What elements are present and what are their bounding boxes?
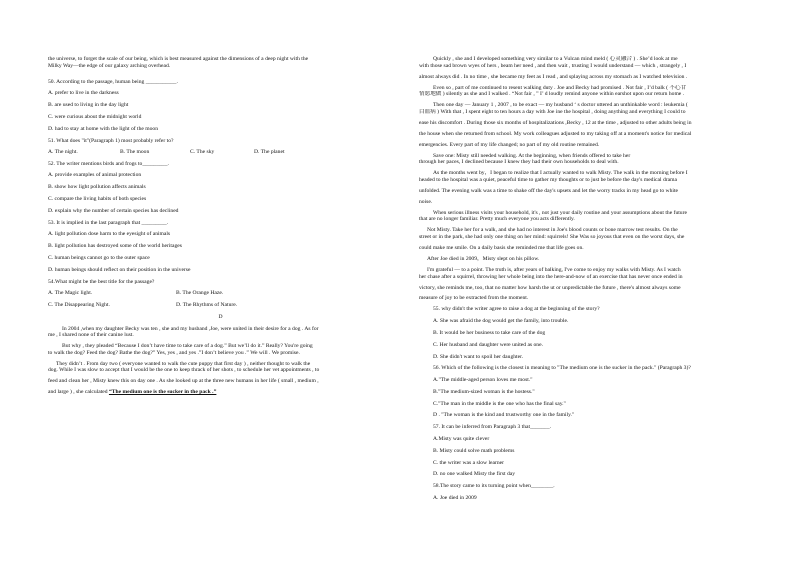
option: C. compare the living habits of both species: [48, 196, 147, 203]
option: D. She didn't want to spoil her daughter.: [433, 353, 524, 360]
passage-line: to walk the dog? Feed the dog? Bathe the dog?” Yes, yes , and yes .”I don’t believe you .” We will . We promise.: [48, 349, 300, 356]
option: B. The moon: [120, 149, 150, 156]
passage-line: After Joe died in 2009，Misty slept on his pillow.: [427, 255, 540, 262]
option: B. show how light pollution affects animals: [48, 184, 146, 191]
intro-line: Milky Way—the edge of our galaxy arching overhead.: [48, 62, 171, 69]
passage-line: dog. While I was slow to accept that I would be the one to keep thrack of her shots , to schedule her vet appointments , to: [48, 367, 320, 374]
passage-line: As the months went by，I began to realize that I actually wanted to walk Misty. The walk in the morning before I: [433, 170, 688, 177]
passage-line: Then one day — January 1 , 2007 , to be exact — my husband ‘ s doctor uttered an unthinkable word : leukemia (: [433, 102, 688, 109]
option: D. The planet: [254, 149, 285, 156]
left-column: [48, 56, 393, 396]
intro-line: the universe, to forget the scale of our being, which is best measured against the dimensions of a deep night with the: [48, 56, 309, 62]
option: B."The medium-sized woman is the hostess.": [433, 388, 535, 395]
passage-line: emergencies. Every part of my life changed; no part of my old routine remained.: [419, 141, 600, 148]
question-50: 50. According to the passage, human being ___________.: [48, 78, 178, 85]
question-56: 56. Which of the following is the closest in meaning to "The medium one is the sucker in the pack." (Paragraph 3)?: [433, 365, 691, 372]
question-51: 51. What does "it"(Paragraph 1) most probably refer to?: [48, 137, 174, 144]
option: C. were curious about the midnight world: [48, 113, 142, 120]
option: A.Misty was quite clever: [433, 435, 490, 442]
option: D. explain why the number of certain species has declined: [48, 208, 179, 215]
passage-line: Even so , part of me continued to resent walking duty . Joe and Becky had promised . Not fair , I’d balk ( 不心甘: [433, 84, 687, 91]
passage-line: headed to the hospital was a quiet, peaceful time to gather my thoughts or to just be before the day's medical drama: [419, 176, 677, 183]
section-label: D: [218, 314, 223, 321]
passage-text: and large ) , she calculated: [48, 389, 109, 396]
option: A. light pollution dose harm to the eyesight of animals: [48, 231, 171, 238]
option: D . "The woman is the kind and trustworthy one in the family.": [433, 412, 575, 419]
passage-line: that are no longer familiar. Pretty much everyone you acts differently.: [419, 216, 575, 223]
option: D. had to stay at home with the light of the moon: [48, 125, 158, 132]
passage-line: When serious illness visits your household, it's , not just your daily routine and your assumptions about the future: [433, 209, 687, 216]
question-53: 53. It is implied in the last paragraph that _________.: [48, 219, 169, 226]
right-column: [419, 56, 783, 507]
passage-line: In 2004 ,when my daughter Becky was ten , she and my husband ,Joe, were united in their desire for a dog . As for: [62, 325, 319, 332]
passage-line: They didn’t . From day two ( everyone wanted to walk the cute puppy that first day ) , neither thought to walk the: [56, 360, 311, 367]
passage-line: me , I shared none of their canine lust.: [48, 332, 134, 339]
passage-line: unfolded. The evening walk was a time to shake off the day's upsets and let the worry tracks in my head go to white: [419, 187, 678, 194]
option: C. Her husband and daughter were united as one.: [433, 341, 543, 348]
emphasized-quote: “The medium one is the sucker in the pack .”: [108, 389, 217, 396]
options-row: [48, 302, 393, 309]
option: D. The Rhythms of Nature.: [176, 302, 238, 309]
option: B. Misty could solve math problems: [433, 447, 515, 454]
option: A. Joe died in 2009: [433, 494, 477, 501]
option: C. The sky: [190, 149, 215, 156]
question-55: 55. why didn't the writer agree to raise a dog at the beginning of the story?: [433, 306, 600, 313]
passage-line: could make me smile. On a daily basis she reminded me that life goes on.: [419, 244, 584, 251]
question-58: 58.The story came to its turning point when________.: [433, 483, 555, 490]
passage-line: 白血病 ) With that , I spent eight to ten hours a day with Joe ine the hospital , doing anything and everything I could to: [419, 108, 686, 115]
passage-line: street or in the park, she had only one thing on her mind: squirrels! She Was so joyous that even on the worst days, she: [419, 233, 685, 240]
passage-line: Save one: Misty still needed walking. At the beginning, when friends offered to take her: [433, 152, 631, 159]
option: D. no one walked Misty the first day: [433, 471, 516, 478]
option: B. are used to living in the day light: [48, 102, 129, 109]
option: A. prefer to live in the darkness: [48, 90, 119, 97]
passage-line: the house when she returned from school. My work colleagues adjusted to my taking off at a moment's notice for medical: [419, 130, 692, 137]
option: B. The Orange Haze.: [176, 290, 224, 297]
option: A."The middle-aged person loves me most.": [433, 376, 533, 383]
passage-line: I'm grateful — to a point. The truth is, after years of balking, I've come to enjoy my walks with Misty. As I watch: [427, 266, 681, 273]
passage-line: 情愿地做 ) silently as she and I walked . “Not fair , ” I’ d loudly remind anyone within earshot upon our return home .: [419, 91, 685, 98]
option: C. the writer was a slow learner: [433, 459, 504, 466]
passage-line: victory, she reminds me, too, that no matter how harsh the ut or unpredictable the future , there's almost always some: [419, 284, 681, 291]
question-52: 52. The writer mentions birds and frogs to_________.: [48, 161, 169, 168]
passage-line: feed and clean her , Misty knew this on day one . As she looked up at the three new humans in her life ( small , medium ,: [48, 378, 319, 385]
question-54: 54.What might be the best title for the passage?: [48, 278, 155, 285]
passage-line: But why , they pleaded “Because I don’t have time to take care of a dog.” But we’ll do it.” Really? You're going: [62, 343, 313, 350]
passage-line: her chase after a squirrel, throwing her whole being into the here-and-now of an exercise that has never once ended in: [419, 273, 683, 280]
option: B. light pollution has destroyed some of the world heritages: [48, 243, 182, 250]
option: B. It would be her business to take care of the dog: [433, 329, 546, 336]
passage-line: noise.: [419, 198, 433, 205]
passage-line: Not Misty. Take her for a walk, and she had no interest in Joe's blood counts or bone marrow test results. On the: [427, 227, 678, 234]
option: C. human beings cannot go to the outer space: [48, 255, 150, 262]
options-row: [48, 290, 393, 297]
option: A. The Magic light.: [48, 290, 93, 297]
option: D. human beings should reflect on their position in the universe: [48, 267, 191, 274]
passage-line: Quickly , she and I developed something very similar to a Vulcan mind meld ( 心灵融合 ) . She’d look at me: [433, 56, 678, 62]
option: C. The Disappearing Night.: [48, 302, 110, 309]
option: A. The night.: [48, 149, 78, 156]
option: A. She was afraid the dog would get the family, into trouble.: [433, 317, 569, 324]
passage-line: measure of joy to be extracted from the moment.: [419, 295, 529, 302]
passage-line: ease his discomfort . During those six months of hospitalizations ,Becky , 12 at the time , adjusted to other adults being in: [419, 119, 692, 126]
passage-line: through her paces, I declined because I knew they had their own households to deal with.: [419, 159, 619, 166]
passage-line: almost always did . In no time , she became my feet as I read , and splaying across my stomach as I watched television .: [419, 73, 688, 80]
passage-line: with those sad brown wyes of hers , beam her need , and then wait , trusting I would understand — which , strangely , I: [419, 62, 687, 69]
option: C."The man in the middle is the one who has the final say.": [433, 400, 566, 407]
options-row: [48, 149, 393, 156]
option: A. provide examples of animal protection: [48, 172, 142, 179]
question-57: 57. It can be inferred from Paragraph 3 that_______.: [433, 424, 552, 431]
passage-line: [48, 389, 393, 396]
